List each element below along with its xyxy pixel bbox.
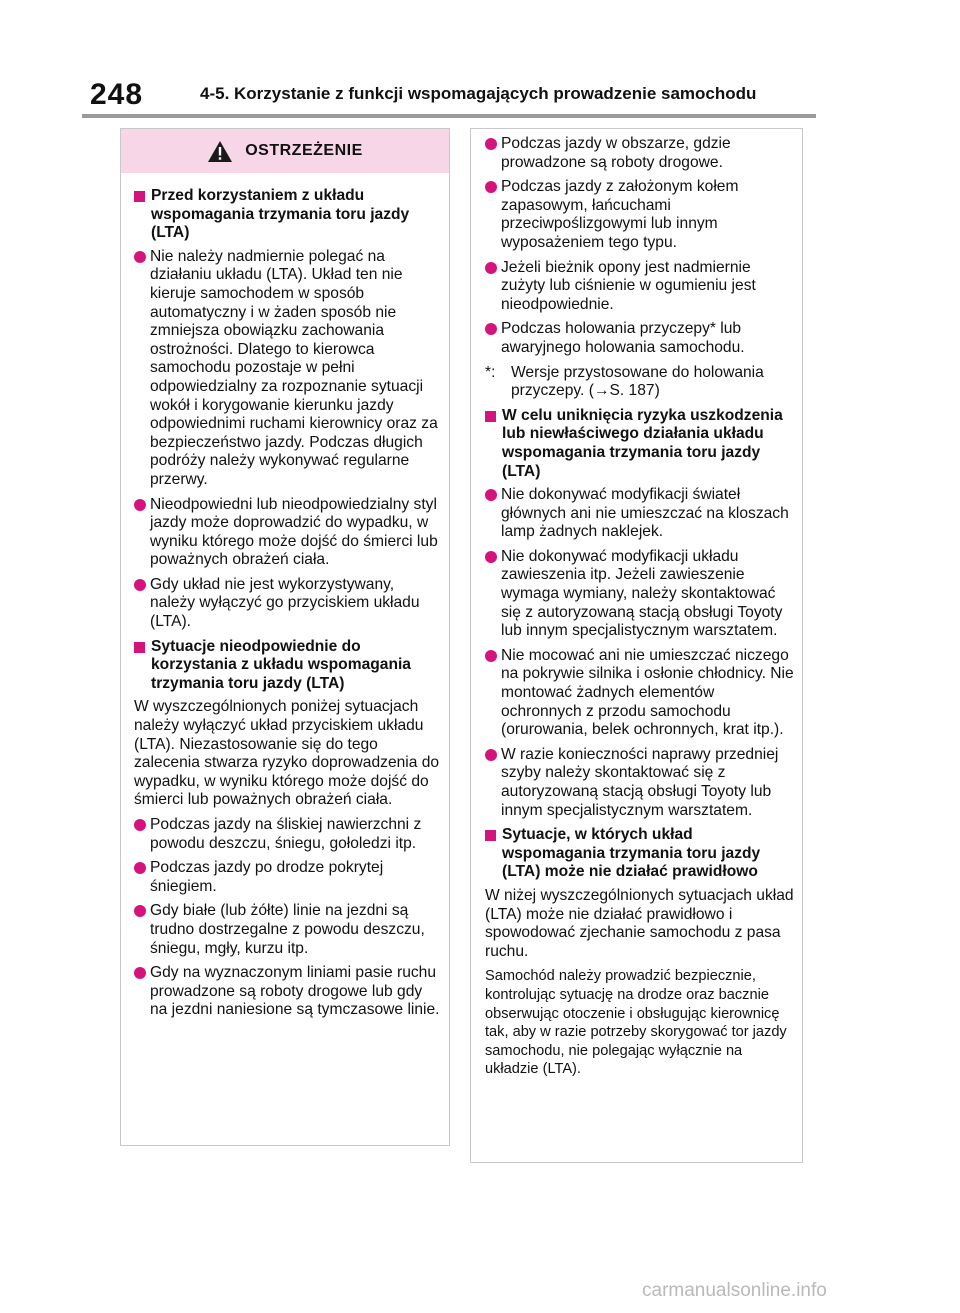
list-item: Gdy białe (lub żółte) linie na jezdni są trudno dostrzegalne z powodu deszczu, śniegu, mgły, kurzu itp. (134, 902, 443, 958)
round-bullet-icon (134, 819, 146, 831)
round-bullet-icon (134, 499, 146, 511)
footnote-marker: *: (485, 363, 496, 381)
warning-header (121, 129, 449, 173)
header-rule (82, 114, 816, 118)
section-heading: Sytuacje, w których układ wspomagania trzymania toru jazdy (LTA) może nie działać prawidłowo (485, 826, 796, 882)
list-item: Podczas jazdy w obszarze, gdzie prowadzone są roboty drogowe. (485, 135, 796, 172)
list-item: Podczas jazdy po drodze pokrytej śniegiem. (134, 859, 443, 896)
square-bullet-icon (134, 642, 145, 653)
round-bullet-icon (134, 251, 146, 263)
warning-content-left (121, 173, 449, 1020)
section-heading: Sytuacje nieodpowiednie do korzystania z układu wspomagania trzymania toru jazdy (LTA) (134, 638, 443, 694)
square-bullet-icon (134, 191, 145, 202)
list-item: Podczas jazdy na śliskiej nawierzchni z powodu deszczu, śniegu, gołoledzi itp. (134, 816, 443, 853)
list-item: Jeżeli bieżnik opony jest nadmiernie zużyty lub ciśnienie w ogumieniu jest nieodpowiednie. (485, 259, 796, 315)
list-item: Podczas jazdy z założonym kołem zapasowym, łańcuchami przeciwpoślizgowymi lub innym wyposażeniem tego typu. (485, 178, 796, 252)
section-title: 4-5. Korzystanie z funkcji wspomagających prowadzenie samochodu (200, 84, 757, 103)
round-bullet-icon (485, 650, 497, 662)
round-bullet-icon (485, 181, 497, 193)
round-bullet-icon (485, 749, 497, 761)
paragraph: W niżej wyszczególnionych sytuacjach układ (LTA) może nie działać prawidłowo i spowodować zjechanie samochodu z pasa ruchu. (485, 886, 794, 960)
watermark: carmanualsonline.info (642, 1280, 827, 1301)
round-bullet-icon (134, 579, 146, 591)
list-item: Nie dokonywać modyfikacji układu zawieszenia itp. Jeżeli zawieszenie wymaga wymiany, należy skontaktować się z autoryzowaną stacją obsługi Toyoty lub innym specjalistycznym warsztatem. (485, 548, 796, 641)
round-bullet-icon (485, 262, 497, 274)
warning-triangle-icon (207, 140, 233, 163)
list-item: Nieodpowiedni lub nieodpowiedzialny styl jazdy może doprowadzić do wypadku, w wyniku którego może dojść do śmierci lub poważnych obrażeń ciała. (134, 496, 443, 570)
section-heading: W celu uniknięcia ryzyka uszkodzenia lub niewłaściwego działania układu wspomagania trzymania toru jazdy (LTA) (485, 407, 796, 481)
warning-box-left (120, 128, 450, 1146)
footnote (485, 364, 796, 401)
list-item: Nie dokonywać modyfikacji świateł głównych ani nie umieszczać na kloszach lamp żadnych naklejek. (485, 486, 796, 542)
round-bullet-icon (134, 862, 146, 874)
page-number: 248 (90, 78, 144, 111)
round-bullet-icon (485, 138, 497, 150)
footnote-text: Wersje przystosowane do holowania przyczepy. (→S. 187) (511, 363, 764, 400)
paragraph: Samochód należy prowadzić bezpiecznie, kontrolując sytuację na drodze oraz bacznie obserwując otoczenie i obsługując kierownicę tak, aby w razie potrzeby skorygować tor jazdy samochodu, nie polegając wyłącznie na układzie (LTA). (485, 968, 787, 1078)
round-bullet-icon (134, 967, 146, 979)
warning-title: OSTRZEŻENIE (245, 142, 363, 159)
square-bullet-icon (485, 411, 496, 422)
list-item: Nie mocować ani nie umieszczać niczego na pokrywie silnika i osłonie chłodnicy. Nie montować żadnych elementów ochronnych z przodu samochodu (orurowania, belek ochronnych, krat itp.). (485, 647, 796, 740)
warning-content-right (471, 129, 802, 1079)
list-item: Gdy na wyznaczonym liniami pasie ruchu prowadzone są roboty drogowe lub gdy na jezdni naniesione są tymczasowe linie. (134, 964, 443, 1020)
list-item: Nie należy nadmiernie polegać na działaniu układu (LTA). Układ ten nie kieruje samochodem w sposób automatyczny i w żaden sposób nie zmniejsza obowiązku zachowania ostrożności. Dlatego to kierowca samochodu pozostaje w pełni odpowiedzialny za rozpoznanie sytuacji wokół i korygowanie kierunku jazdy odpowiednimi ruchami kierownicy oraz za bezpieczeństwo jazdy. Podczas długich podróży należy wykonywać regularne przerwy. (134, 248, 443, 490)
list-item: Podczas holowania przyczepy* lub awaryjnego holowania samochodu. (485, 320, 796, 357)
square-bullet-icon (485, 830, 496, 841)
round-bullet-icon (485, 551, 497, 563)
round-bullet-icon (485, 489, 497, 501)
list-item: W razie konieczności naprawy przedniej szyby należy skontaktować się z autoryzowaną stacją obsługi Toyoty lub innym specjalistycznym warsztatem. (485, 746, 796, 820)
warning-box-right (470, 128, 803, 1163)
paragraph: W wyszczególnionych poniżej sytuacjach należy wyłączyć układ przyciskiem układu (LTA). Niezastosowanie się do tego zalecenia stwarza ryzyko doprowadzenia do wypadku, w wyniku którego może dojść do śmierci lub poważnych obrażeń ciała. (134, 698, 440, 809)
round-bullet-icon (485, 323, 497, 335)
round-bullet-icon (134, 905, 146, 917)
section-heading: Przed korzystaniem z układu wspomagania trzymania toru jazdy (LTA) (134, 187, 443, 243)
page-header (90, 78, 810, 118)
list-item: Gdy układ nie jest wykorzystywany, należy wyłączyć go przyciskiem układu (LTA). (134, 576, 443, 632)
